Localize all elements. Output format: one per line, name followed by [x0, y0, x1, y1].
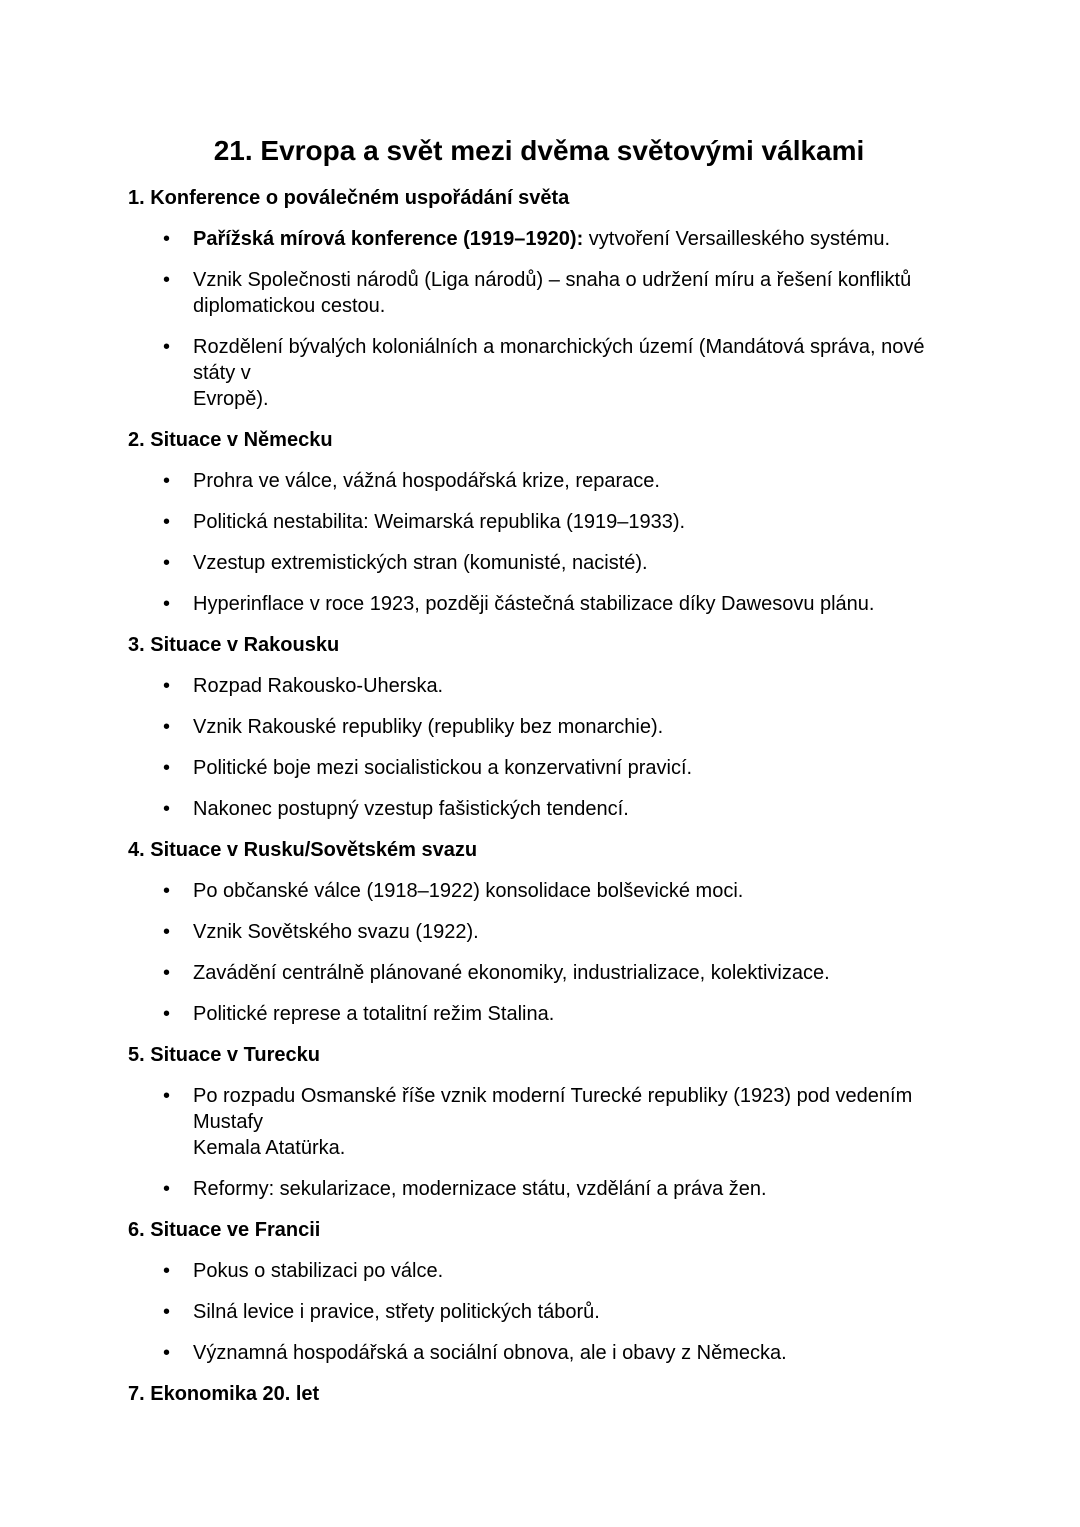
bullet-icon: • — [163, 228, 171, 250]
list-item-text: Politické boje mezi socialistickou a konzervativní pravicí. — [193, 757, 693, 779]
list-item — [128, 673, 950, 699]
bullet-icon: • — [163, 269, 171, 291]
list-item — [128, 1258, 950, 1284]
list-item — [128, 1299, 950, 1325]
section-ekonomika — [128, 1381, 950, 1407]
bullet-icon: • — [163, 798, 171, 820]
list-item — [128, 591, 950, 617]
list-item-text: Hyperinflace v roce 1923, později částečná stabilizace díky Dawesovu plánu. — [193, 593, 875, 615]
bullet-icon: • — [163, 962, 171, 984]
bullet-icon: • — [163, 921, 171, 943]
list-item-text: Významná hospodářská a sociální obnova, ale i obavy z Německa. — [193, 1342, 787, 1364]
list-item — [128, 468, 950, 494]
list-item — [128, 755, 950, 781]
list-item — [128, 1340, 950, 1366]
section-turecko — [128, 1042, 950, 1202]
list-item — [128, 226, 950, 252]
section-heading: 7. Ekonomika 20. let — [128, 1383, 320, 1405]
section-heading: 6. Situace ve Francii — [128, 1219, 321, 1241]
list-item-body: vytvoření Versailleského systému. — [583, 228, 891, 250]
list-item-text: Po občanské válce (1918–1922) konsolidace bolševické moci. — [193, 880, 744, 902]
list-item — [128, 878, 950, 904]
list-item — [128, 796, 950, 822]
section-heading: 3. Situace v Rakousku — [128, 634, 340, 656]
list-item-text: Vznik Sovětského svazu (1922). — [193, 921, 479, 943]
list-item — [128, 714, 950, 740]
list-item-bold-lead: Pařížská mírová konference (1919–1920): — [193, 228, 584, 250]
list-item — [128, 550, 950, 576]
section-heading: 2. Situace v Německu — [128, 429, 333, 451]
section-francie — [128, 1217, 950, 1366]
section-heading: 5. Situace v Turecku — [128, 1044, 320, 1066]
list-item-text: Vzestup extremistických stran (komunisté, nacisté). — [193, 552, 648, 574]
list-item-text: Rozpad Rakousko-Uherska. — [193, 675, 444, 697]
list-item-text: Vznik Společnosti národů (Liga národů) – snaha o udržení míru a řešení konfliktů diplomatickou cestou. — [193, 269, 912, 317]
bullet-icon: • — [163, 511, 171, 533]
section-heading: 4. Situace v Rusku/Sovětském svazu — [128, 839, 478, 861]
section-konference — [128, 185, 950, 412]
list-item-text: Pokus o stabilizaci po válce. — [193, 1260, 444, 1282]
list-item-text: Silná levice i pravice, střety politických táborů. — [193, 1301, 600, 1323]
bullet-icon: • — [163, 1260, 171, 1282]
bullet-icon: • — [163, 593, 171, 615]
list-item — [128, 334, 950, 412]
list-item — [128, 1001, 950, 1027]
document-title: 21. Evropa a svět mezi dvěma světovými válkami — [213, 135, 865, 166]
list-item — [128, 960, 950, 986]
bullet-icon: • — [163, 716, 171, 738]
list-item — [128, 509, 950, 535]
list-item-text: Vznik Rakouské republiky (republiky bez monarchie). — [193, 716, 664, 738]
bullet-icon: • — [163, 470, 171, 492]
list-item-text: Prohra ve válce, vážná hospodářská krize, reparace. — [193, 470, 660, 492]
list-item — [128, 1176, 950, 1202]
bullet-icon: • — [163, 552, 171, 574]
list-item-text: Politická nestabilita: Weimarská republika (1919–1933). — [193, 511, 686, 533]
list-item-text: Politické represe a totalitní režim Stalina. — [193, 1003, 555, 1025]
list-item-text: Po rozpadu Osmanské říše vznik moderní Turecké republiky (1923) pod vedením Mustafy Kemala Atatürka. — [193, 1085, 913, 1159]
section-rusko — [128, 837, 950, 1027]
list-item-text: Zavádění centrálně plánované ekonomiky, industrializace, kolektivizace. — [193, 962, 830, 984]
bullet-icon: • — [163, 1178, 171, 1200]
list-item-text: Rozdělení bývalých koloniálních a monarchických území (Mandátová správa, nové státy v Evropě). — [193, 336, 925, 410]
bullet-icon: • — [163, 1342, 171, 1364]
bullet-icon: • — [163, 1301, 171, 1323]
bullet-icon: • — [163, 675, 171, 697]
section-heading: 1. Konference o poválečném uspořádání světa — [128, 187, 570, 209]
list-item-text — [193, 226, 890, 252]
list-item — [128, 1083, 950, 1161]
bullet-icon: • — [163, 1085, 171, 1107]
bullet-icon: • — [163, 757, 171, 779]
list-item-text: Nakonec postupný vzestup fašistických tendencí. — [193, 798, 629, 820]
bullet-icon: • — [163, 1003, 171, 1025]
list-item — [128, 919, 950, 945]
list-item — [128, 267, 950, 319]
list-item-text: Reformy: sekularizace, modernizace státu, vzdělání a práva žen. — [193, 1178, 767, 1200]
bullet-icon: • — [163, 336, 171, 358]
section-nemecko — [128, 427, 950, 617]
section-rakousko — [128, 632, 950, 822]
bullet-icon: • — [163, 880, 171, 902]
